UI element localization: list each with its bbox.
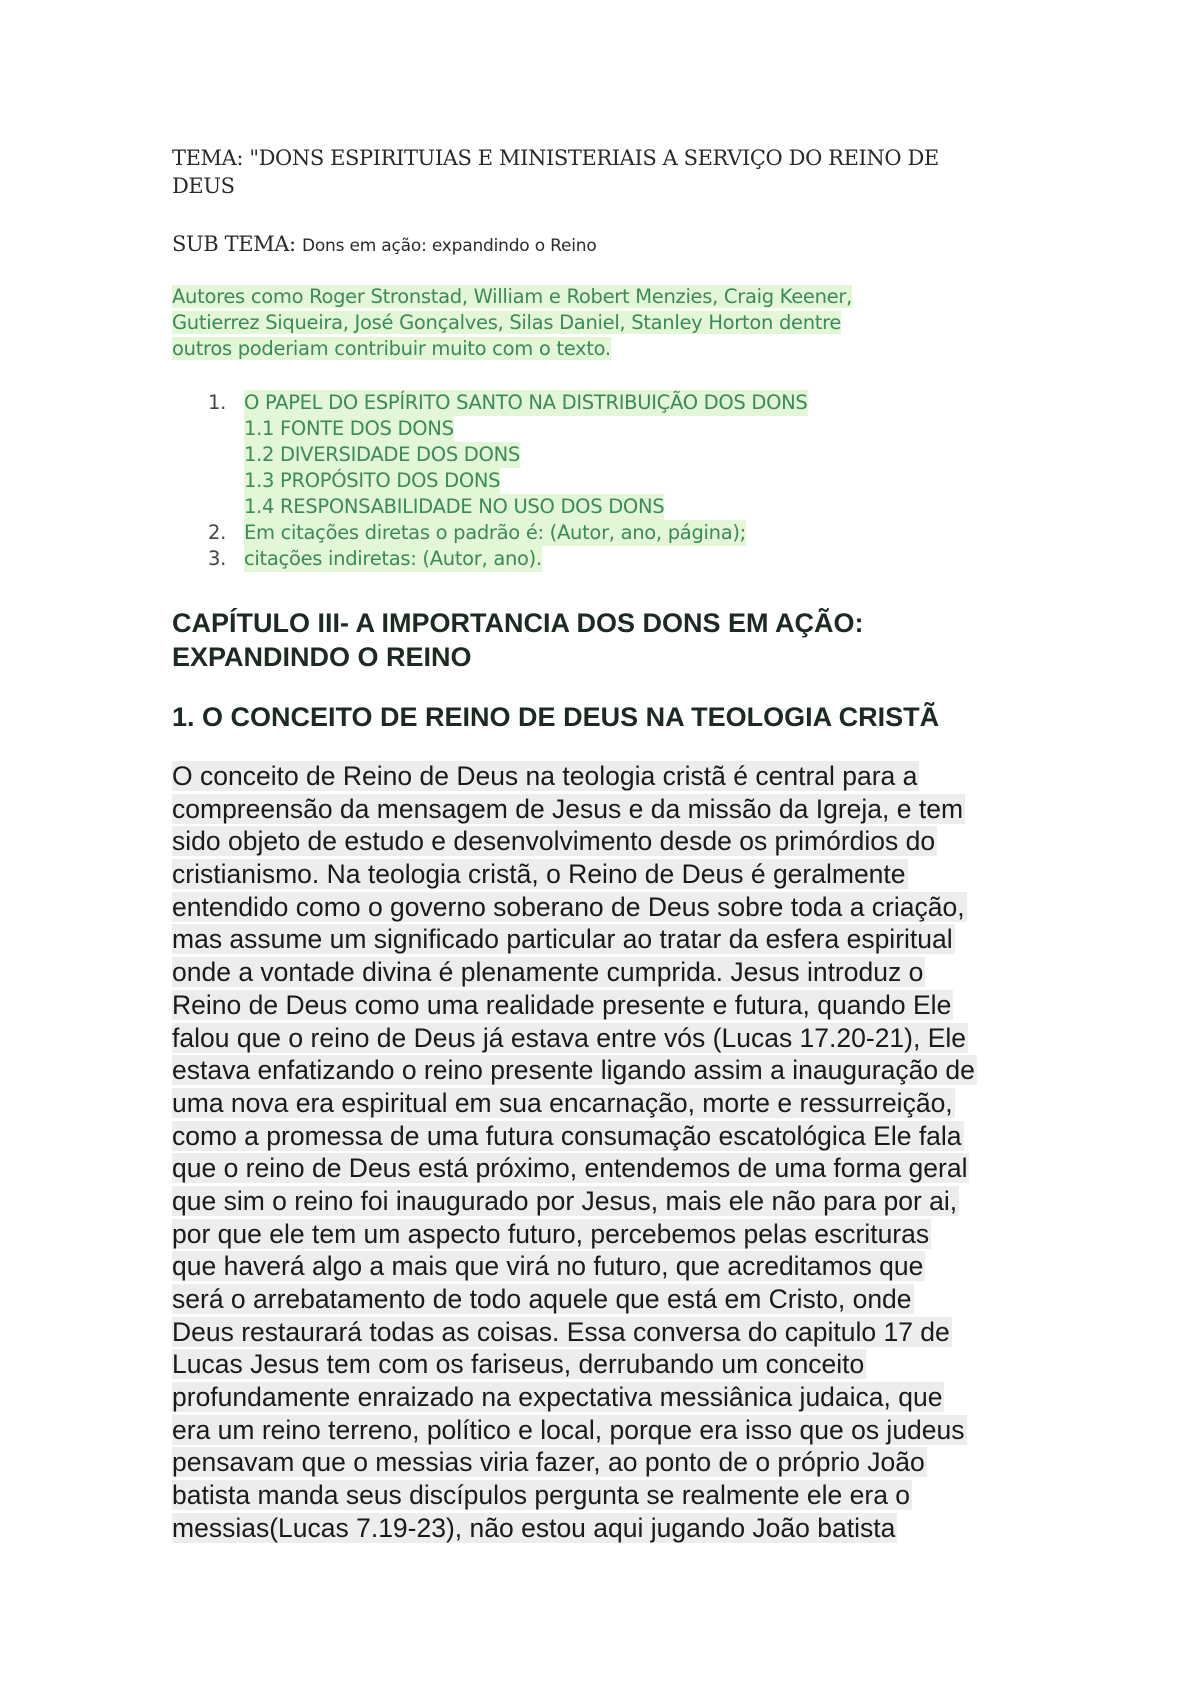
outline-item xyxy=(172,520,1052,546)
chapter-line-2: EXPANDINDO O REINO xyxy=(172,642,472,672)
chapter-line-1: CAPÍTULO III- A IMPORTANCIA DOS DONS EM AÇÃO: xyxy=(172,608,864,638)
body-line: por que ele tem um aspecto futuro, percebemos pelas escrituras xyxy=(172,1218,930,1249)
autores-line: Autores como Roger Stronstad, William e Robert Menzies, Craig Keener, xyxy=(172,285,852,308)
outline-text: Em citações diretas o padrão é: (Autor, ano, página); xyxy=(244,521,746,544)
body-line: Deus restaurará todas as coisas. Essa conversa do capitulo 17 de xyxy=(172,1316,950,1347)
outline-subitem xyxy=(172,468,1052,494)
tema-line-2: DEUS xyxy=(172,174,235,198)
outline-subitem xyxy=(172,416,1052,442)
body-line: que o reino de Deus está próximo, entendemos de uma forma geral xyxy=(172,1153,968,1184)
outline-subitem xyxy=(172,494,1052,520)
outline-item xyxy=(172,390,1052,416)
body-line: messias(Lucas 7.19-23), não estou aqui jugando João batista xyxy=(172,1512,896,1543)
outline-text: 1.2 DIVERSIDADE DOS DONS xyxy=(244,443,520,466)
body-line: cristianismo. Na teologia cristã, o Reino de Deus é geralmente xyxy=(172,859,906,890)
outline-text: 1.1 FONTE DOS DONS xyxy=(244,417,454,440)
subtema-label: SUB TEMA: xyxy=(172,232,302,256)
body-line: entendido como o governo soberano de Deus sobre toda a criação, xyxy=(172,891,965,922)
autores-paragraph xyxy=(172,284,1032,362)
body-line: uma nova era espiritual em sua encarnação, morte e ressurreição, xyxy=(172,1087,953,1118)
outline-number: 2. xyxy=(208,521,227,544)
outline-text: O PAPEL DO ESPÍRITO SANTO NA DISTRIBUIÇÃO DOS DONS xyxy=(244,391,808,414)
subtema-heading xyxy=(172,230,1032,260)
outline-text: 1.4 RESPONSABILIDADE NO USO DOS DONS xyxy=(244,495,665,518)
section-heading: 1. O CONCEITO DE REINO DE DEUS NA TEOLOGIA CRISTÃ xyxy=(172,702,940,732)
body-line: era um reino terreno, político e local, porque era isso que os judeus xyxy=(172,1414,965,1445)
body-line: que sim o reino foi inaugurado por Jesus, mais ele não para por ai, xyxy=(172,1185,958,1216)
body-line: onde a vontade divina é plenamente cumprida. Jesus introduz o xyxy=(172,957,924,988)
tema-heading xyxy=(172,144,1032,200)
outline-list xyxy=(172,390,1052,572)
body-line: pensavam que o messias viria fazer, ao ponto de o próprio João xyxy=(172,1447,925,1478)
outline-text: 1.3 PROPÓSITO DOS DONS xyxy=(244,469,501,492)
autores-line: outros poderiam contribuir muito com o texto. xyxy=(172,337,611,360)
subtema-value: Dons em ação: expandindo o Reino xyxy=(301,236,597,256)
tema-line-1: TEMA: "DONS ESPIRITUIAS E MINISTERIAIS A SERVIÇO DO REINO DE xyxy=(172,146,939,170)
autores-line: Gutierrez Siqueira, José Gonçalves, Silas Daniel, Stanley Horton dentre xyxy=(172,311,842,334)
body-line: mas assume um significado particular ao tratar da esfera espiritual xyxy=(172,924,953,955)
outline-number: 3. xyxy=(208,547,227,570)
outline-number: 1. xyxy=(208,391,227,414)
body-line: profundamente enraizado na expectativa messiânica judaica, que xyxy=(172,1382,943,1413)
body-line: Reino de Deus como uma realidade presente e futura, quando Ele xyxy=(172,989,952,1020)
outline-item xyxy=(172,546,1052,572)
body-line: falou que o reino de Deus já estava entre vós (Lucas 17.20-21), Ele xyxy=(172,1022,967,1053)
chapter-heading xyxy=(172,606,1072,674)
body-line: compreensão da mensagem de Jesus e da missão da Igreja, e tem xyxy=(172,793,964,824)
body-line: que haverá algo a mais que virá no futuro, que acreditamos que xyxy=(172,1251,924,1282)
body-line: O conceito de Reino de Deus na teologia cristã é central para a xyxy=(172,761,918,791)
body-line: Lucas Jesus tem com os fariseus, derrubando um conceito xyxy=(172,1349,865,1380)
body-paragraph xyxy=(172,760,1052,1545)
outline-text: citações indiretas: (Autor, ano). xyxy=(244,547,542,570)
body-line: será o arrebatamento de todo aquele que está em Cristo, onde xyxy=(172,1284,912,1314)
body-line: sido objeto de estudo e desenvolvimento desde os primórdios do xyxy=(172,826,936,857)
body-line: como a promessa de uma futura consumação escatológica Ele fala xyxy=(172,1120,962,1151)
body-line: batista manda seus discípulos pergunta se realmente ele era o xyxy=(172,1480,911,1511)
outline-subitem xyxy=(172,442,1052,468)
body-line: estava enfatizando o reino presente ligando assim a inauguração de xyxy=(172,1055,975,1086)
